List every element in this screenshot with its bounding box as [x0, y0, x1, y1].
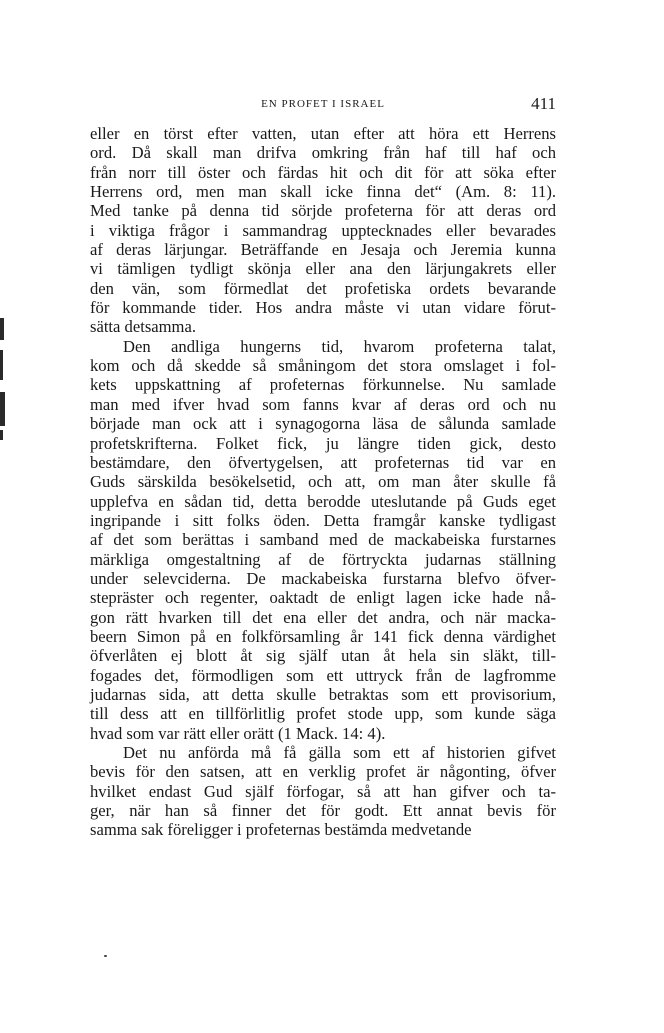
- text-line: Den andliga hungerns tid, hvarom profeterna talat,: [123, 336, 556, 356]
- text-line: Herrens ord, men man skall icke finna det“ (Am. 8: 11).: [90, 182, 556, 202]
- text-line: från norr till öster och färdas hit och dit för att söka efter: [90, 162, 556, 182]
- page-number: 411: [531, 94, 556, 113]
- text-line: Det nu anförda må få gälla som ett af historien gifvet: [123, 743, 556, 762]
- text-line: vi tämligen tydligt skönja eller ana den lärjungakrets eller: [90, 259, 556, 279]
- binding-edge-mark: [0, 430, 3, 440]
- text-line: af deras lärjungar. Beträffande en Jesaja och Jeremia kunna: [90, 240, 556, 260]
- text-line: samma sak föreligger i profeternas bestämda medvetande: [90, 820, 472, 840]
- running-head: [90, 96, 556, 116]
- text-line: kets uppskattning af profeternas förkunnelse. Nu samlade: [90, 375, 556, 395]
- text-line: gon rätt hvarken till det ena eller det andra, och när macka-: [90, 607, 556, 627]
- text-line: hvad som var rätt eller orätt (1 Mack. 14: 4).: [90, 723, 386, 743]
- binding-edge-mark: [0, 318, 4, 340]
- text-line: stepräster och regenter, oaktadt de enligt lagen icke hade nå-: [90, 588, 556, 608]
- binding-edge-mark: [0, 392, 5, 426]
- text-line: bevis för den satsen, att en verklig profet är någonting, öfver: [90, 762, 556, 782]
- text-line: ingripande i sitt folks öden. Detta framgår kanske tydligast: [90, 510, 556, 530]
- text-line: öfverlåten ej blott åt sig själf utan åt hela sin släkt, till-: [90, 646, 556, 666]
- paragraph: [90, 743, 556, 840]
- text-line: för kommande tider. Hos andra måste vi utan vidare förut-: [90, 298, 556, 318]
- paragraph: [90, 337, 556, 743]
- text-line: fogades det, förmodligen som ett uttryck från de lagfromme: [90, 665, 556, 685]
- text-line: bestämdare, den öfvertygelsen, att profeternas tid var en: [90, 452, 556, 472]
- text-line: ger, när han så finner det för godt. Ett annat bevis för: [90, 801, 556, 821]
- text-line: Med tanke på denna tid sörjde profeterna för att deras ord: [90, 201, 556, 221]
- text-line: Guds särskilda besökelsetid, och att, om man åter skulle få: [90, 472, 556, 492]
- binding-edge-mark: [0, 350, 3, 380]
- text-line: judarnas sida, att detta skulle betraktas som ett provisorium,: [90, 684, 556, 704]
- text-line: man med ifver hvad som fanns kvar af deras ord och nu: [90, 394, 556, 414]
- text-line: profetskrifterna. Folket fick, ju längre tiden gick, desto: [90, 433, 556, 453]
- text-line: började man ock att i synagogorna läsa de sålunda samlade: [90, 414, 556, 434]
- body-text: [90, 124, 556, 840]
- text-line: eller en törst efter vatten, utan efter att höra ett Herrens: [90, 124, 556, 143]
- text-line: märkliga omgestaltning af de förtryckta judarnas ställning: [90, 549, 556, 569]
- text-line: under selevciderna. De mackabeiska furstarna blefvo öfver-: [90, 568, 556, 588]
- text-line: sätta detsamma.: [90, 317, 196, 337]
- text-line: beern Simon på en folkförsamling år 141 fick denna värdighet: [90, 626, 556, 646]
- text-line: den vän, som förmedlat det profetiska ordets bevarande: [90, 278, 556, 298]
- running-title: EN PROFET I ISRAEL: [261, 98, 385, 110]
- text-line: upplefva en sådan tid, detta berodde uteslutande på Guds eget: [90, 491, 556, 511]
- text-line: hvilket endast Gud själf förfogar, så att han gifver och ta-: [90, 781, 556, 801]
- text-line: ord. Då skall man drifva omkring från haf till haf och: [90, 143, 556, 163]
- text-line: af det som berättas i samband med de mackabeiska furstarnes: [90, 530, 556, 550]
- paragraph: [90, 124, 556, 337]
- text-line: kom och då skedde så småningom det stora omslaget i fol-: [90, 356, 556, 376]
- text-line: i viktiga frågor i sammandrag upptecknades eller bevarades: [90, 220, 556, 240]
- text-line: till dess att en tillförlitlig profet stode upp, som kunde säga: [90, 704, 556, 724]
- specks: [104, 955, 107, 957]
